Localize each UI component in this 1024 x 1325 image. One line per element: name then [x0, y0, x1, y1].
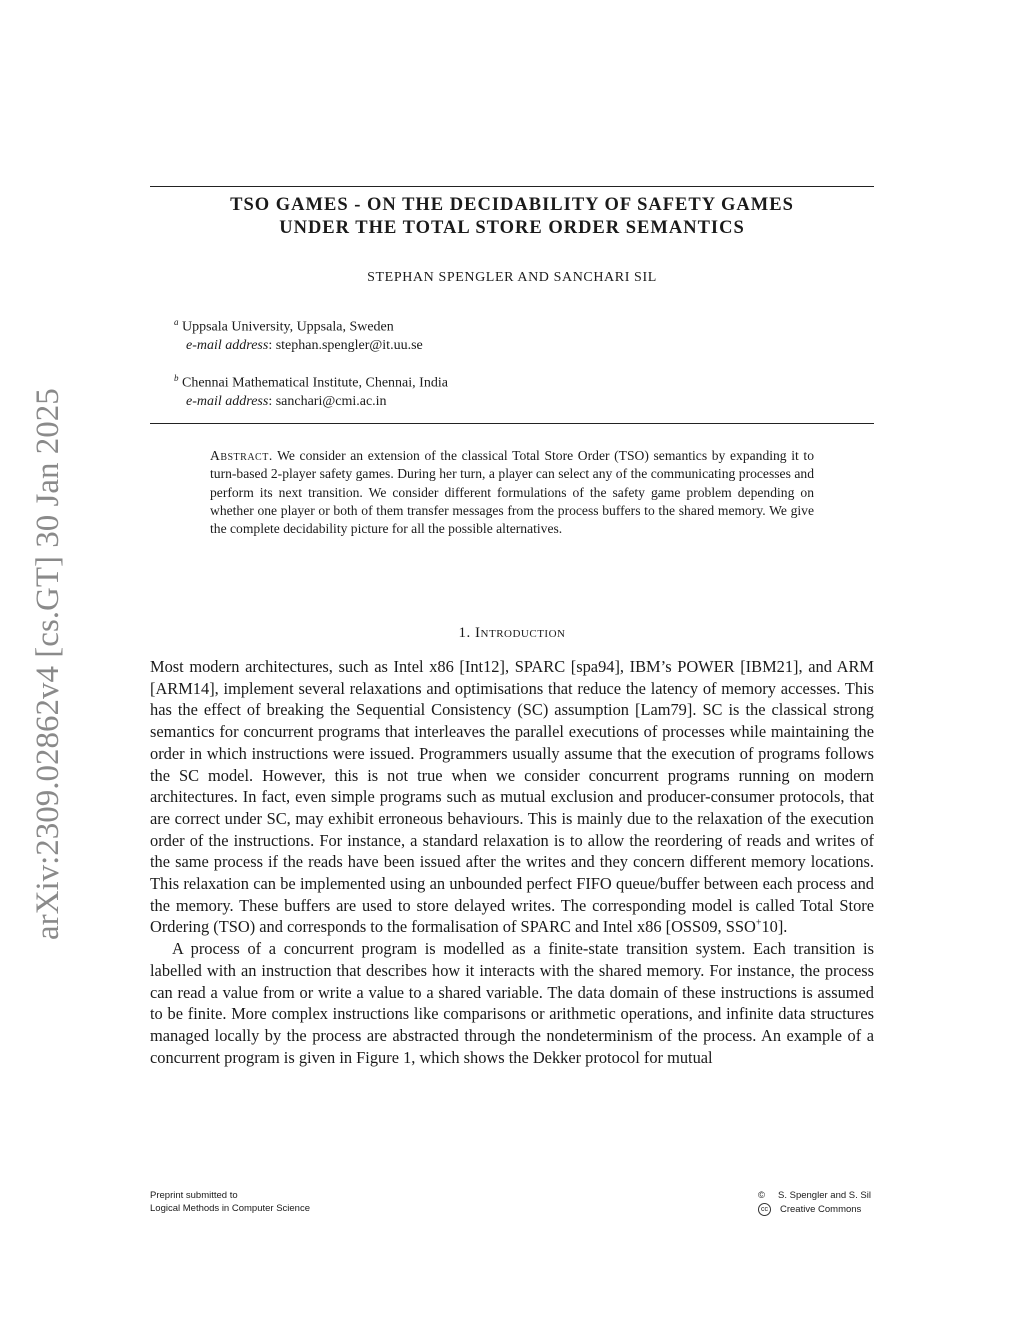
creative-commons-icon: cc: [758, 1203, 771, 1216]
section-heading: [150, 625, 874, 642]
copyright-icon: ©: [758, 1190, 765, 1201]
arxiv-identifier-stamp: arXiv:2309.02862v4 [cs.GT] 30 Jan 2025: [30, 388, 66, 940]
title-line-2: UNDER THE TOTAL STORE ORDER SEMANTICS: [279, 218, 745, 238]
section-title: Introduction: [475, 625, 566, 641]
email-label: e-mail address: [186, 337, 269, 353]
paragraph-1-end: 10].: [761, 917, 788, 937]
title-line-1: TSO GAMES - ON THE DECIDABILITY OF SAFETY GAMES: [230, 195, 794, 215]
affiliation-b: $^b$ Chennai Mathematical Institute, Chennai, India e-mail address: sanchari@cmi.ac.in: [174, 373, 448, 409]
email-address: stephan.spengler@it.uu.se: [275, 337, 423, 353]
paragraph-1-text: Most modern architectures, such as Intel x86 [Int12], SPARC [spa94], IBM’s POWER [IBM21], and ARM [ARM14], implement several relaxations and optimisations that reduce the latency of memory accesses. This has the effect of breaking the Sequential Consistency (SC) assumption [Lam79]. SC is the classical strong semantics for concurrent programs that interleaves the parallel executions of processes while maintaining the order in which instructions were issued. Programmers usually assume that the execution of programs follows the SC model. However, this is not true when we consider concurrent programs running on modern architectures. In fact, even simple programs such as mutual exclusion and producer-consumer protocols, that are correct under SC, may exhibit erroneous behaviours. This is mainly due to the relaxation of the execution order of the instructions. For instance, a standard relaxation is to allow the reordering of reads and writes of the same process if the reads have been issued after the writes and they concern different memory locations. This relaxation can be implemented using an unbounded perfect FIFO queue/buffer between each process and the memory. These buffers are used to store delayed writes. The corresponding model is called Total Store Ordering (TSO) and corresponds to the formalisation of SPARC and Intel x86 [OSS09, SSO: [150, 657, 874, 937]
paper-title: [150, 194, 874, 240]
footer-preprint-note: Preprint submitted to: [150, 1190, 238, 1201]
section-number: 1.: [458, 625, 471, 641]
email-address: sanchari@cmi.ac.in: [275, 393, 387, 409]
top-rule: [150, 186, 874, 187]
affiliation-marker: b: [174, 373, 179, 383]
affiliation-marker: a: [174, 317, 179, 327]
footer-journal: Logical Methods in Computer Science: [150, 1202, 311, 1214]
footer-left: [150, 1190, 310, 1215]
email-label: e-mail address: [186, 393, 269, 409]
copyright-holders: S. Spengler and S. Sil: [778, 1190, 871, 1201]
citation-superscript: +: [755, 917, 762, 929]
affiliation-institution: Uppsala University, Uppsala, Sweden: [182, 319, 394, 335]
abstract-label: Abstract.: [210, 448, 273, 463]
footer-right: [758, 1190, 871, 1216]
body-text: [150, 656, 874, 1068]
abstract-rule: [150, 423, 874, 424]
paragraph-2: A process of a concurrent program is modelled as a finite-state transition system. Each transition is labelled with an instruction that describes how it interacts with the shared memory. For instance, the process can read a value from or write a value to a shared variable. The data domain of these instructions is assumed to be finite. More complex instructions like comparisons or arithmetic operations, and infinite data structures managed locally by the process are abstracted through the nondeterminism of the process. An example of a concurrent program is given in Figure 1, which shows the Dekker protocol for mutual: [150, 939, 874, 1067]
affiliation-institution: Chennai Mathematical Institute, Chennai, India: [182, 375, 448, 391]
affiliation-a: $^a$ Uppsala University, Uppsala, Sweden e-mail address: stephan.spengler@it.uu.se: [174, 317, 423, 353]
abstract: [210, 447, 814, 538]
license-text: Creative Commons: [780, 1203, 862, 1215]
arxiv-stamp-container: [30, 360, 70, 940]
abstract-text: We consider an extension of the classical Total Store Order (TSO) semantics by expanding it to turn-based 2-player safety games. During her turn, a player can select any of the communicating processes and perform its next transition. We consider different formulations of the safety game problem depending on whether one player or both of them transfer messages from the process buffers to the shared memory. We give the complete decidability picture for all the possible alternatives.: [210, 448, 815, 537]
author-list: STEPHAN SPENGLER AND SANCHARI SIL: [367, 270, 657, 285]
paragraph-1: [150, 656, 874, 938]
